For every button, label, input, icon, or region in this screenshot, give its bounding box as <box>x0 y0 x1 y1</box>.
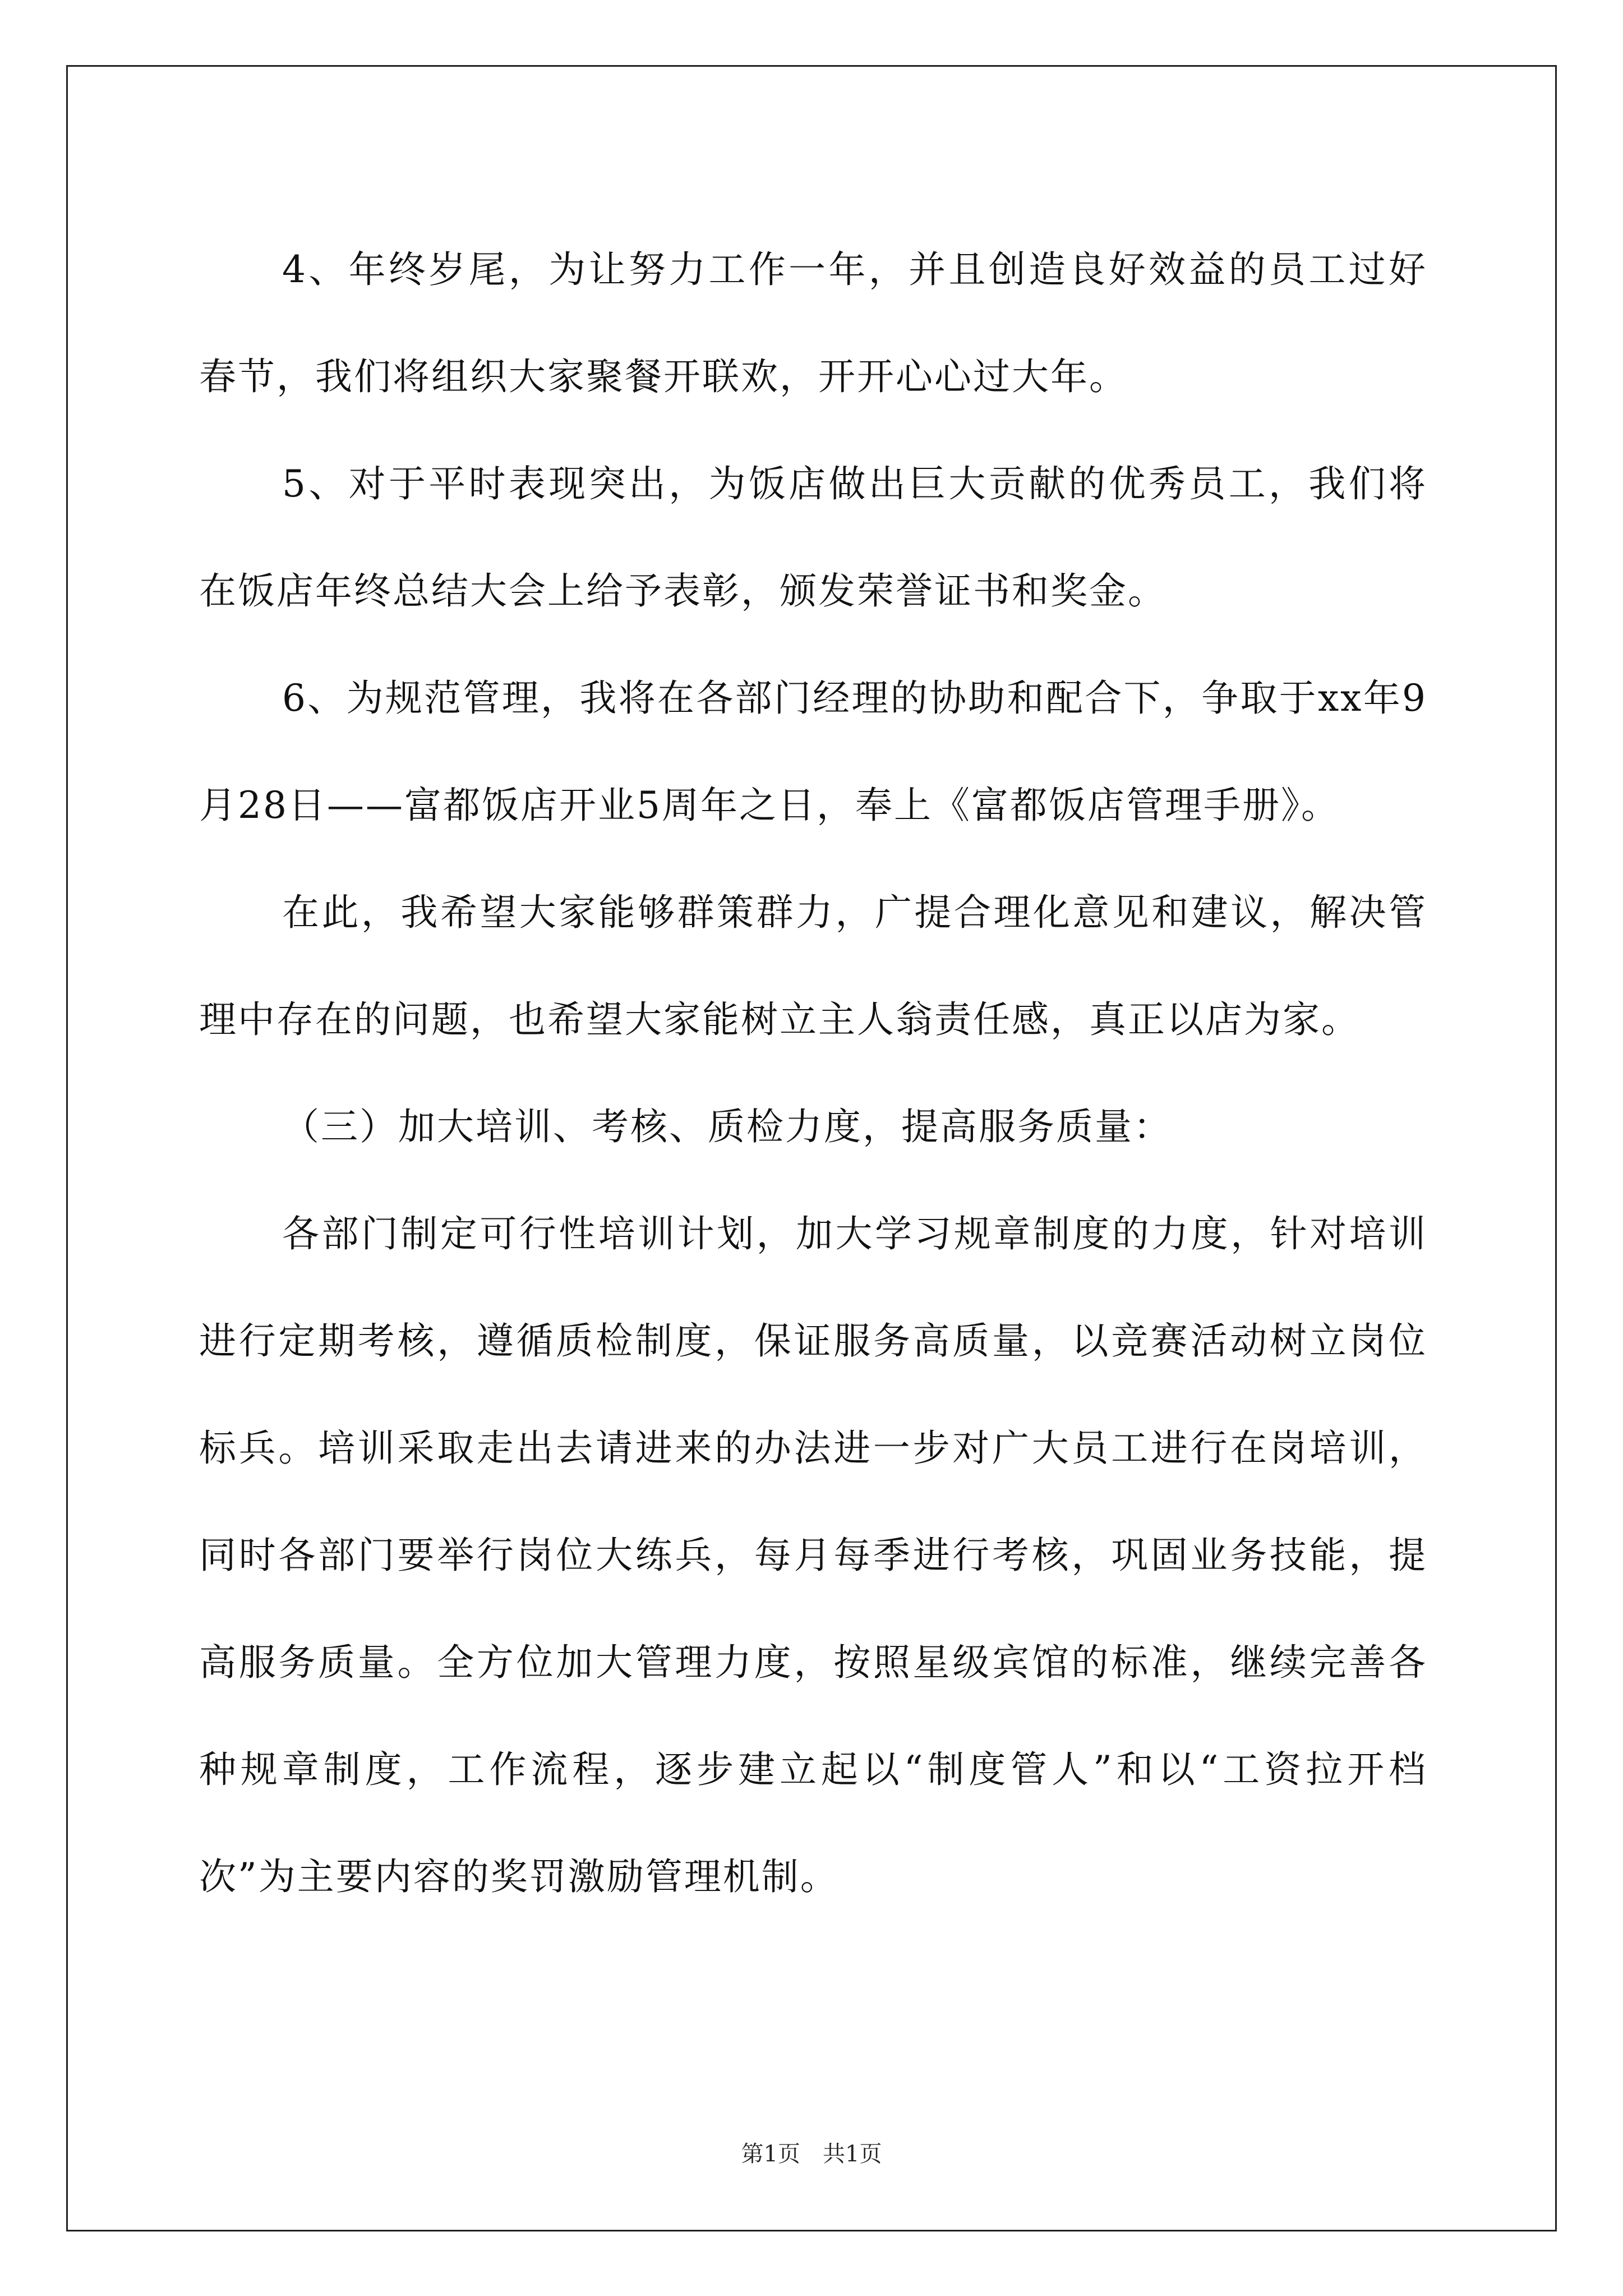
paragraph-appeal: 在此，我希望大家能够群策群力，广提合理化意见和建议，解决管理中存在的问题，也希望大家能树立主人翁责任感，真正以店为家。 <box>199 891 1427 1041</box>
page-number: 第1页 <box>741 2141 800 2167</box>
paragraph-item-6: 6、为规范管理，我将在各部门经理的协助和配合下，争取于xx年9月28日——富都饭店开业5周年之日，奉上《富都饭店管理手册》。 <box>199 677 1427 827</box>
paragraph-training-plan: 各部门制定可行性培训计划，加大学习规章制度的力度，针对培训进行定期考核，遵循质检制度，保证服务高质量，以竞赛活动树立岗位标兵。培训采取走出去请进来的办法进一步对广大员工进行在岗培训，同时各部门要举行岗位大练兵，每月每季进行考核，巩固业务技能，提高服务质量。全方位加大管理力度，按照星级宾馆的标准，继续完善各种规章制度，工作流程，逐步建立起以“制度管人”和以“工资拉开档次”为主要内容的奖罚激励管理机制。 <box>199 1212 1427 1898</box>
page-total: 共1页 <box>823 2141 882 2167</box>
paragraph-item-4: 4、年终岁尾，为让努力工作一年，并且创造良好效益的员工过好春节，我们将组织大家聚餐开联欢，开开心心过大年。 <box>199 248 1427 398</box>
paragraph-item-5: 5、对于平时表现突出，为饭店做出巨大贡献的优秀员工，我们将在饭店年终总结大会上给予表彰，颁发荣誉证书和奖金。 <box>199 462 1427 613</box>
document-body <box>199 216 1427 1930</box>
page-footer <box>0 2137 1623 2171</box>
section-heading-training: （三）加大培训、考核、质检力度，提高服务质量： <box>282 1105 1172 1148</box>
